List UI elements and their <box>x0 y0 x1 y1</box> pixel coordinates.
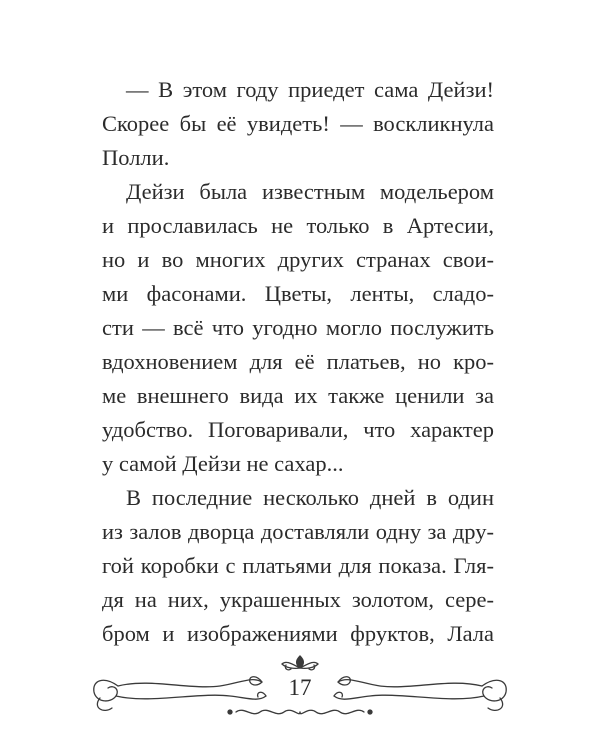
text-line: бром и изображениями фруктов, Лала <box>102 621 494 646</box>
text-line: Полли. <box>102 145 170 170</box>
text-line: сти — всё что угодно могло послужить <box>102 315 494 340</box>
text-line: гой коробки с платьями для показа. Гля- <box>102 553 494 578</box>
text-line: удобство. Поговаривали, что характер <box>102 417 494 442</box>
text-line: ми фасонами. Цветы, ленты, сладо- <box>102 281 494 306</box>
text-line: — В этом году приедет сама Дейзи! <box>126 77 494 102</box>
text-line: у самой Дейзи не сахар... <box>102 451 344 476</box>
text-line: но и во многих других странах свои- <box>102 247 494 272</box>
page-number: 17 <box>288 675 312 700</box>
text-line: из залов дворца доставляли одну за дру- <box>102 519 494 544</box>
text-line: дя на них, украшенных золотом, сере- <box>102 587 494 612</box>
text-line: и прославилась не только в Артесии, <box>102 213 494 238</box>
page-footer <box>0 652 600 732</box>
text-line: Дейзи была известным модельером <box>126 179 494 204</box>
text-line: вдохновением для её платьев, но кро- <box>102 349 494 374</box>
text-line: В последние несколько дней в один <box>126 485 494 510</box>
text-line: ме внешнего вида их также ценили за <box>102 383 494 408</box>
text-line: Скорее бы её увидеть! — воскликнула <box>102 111 494 136</box>
